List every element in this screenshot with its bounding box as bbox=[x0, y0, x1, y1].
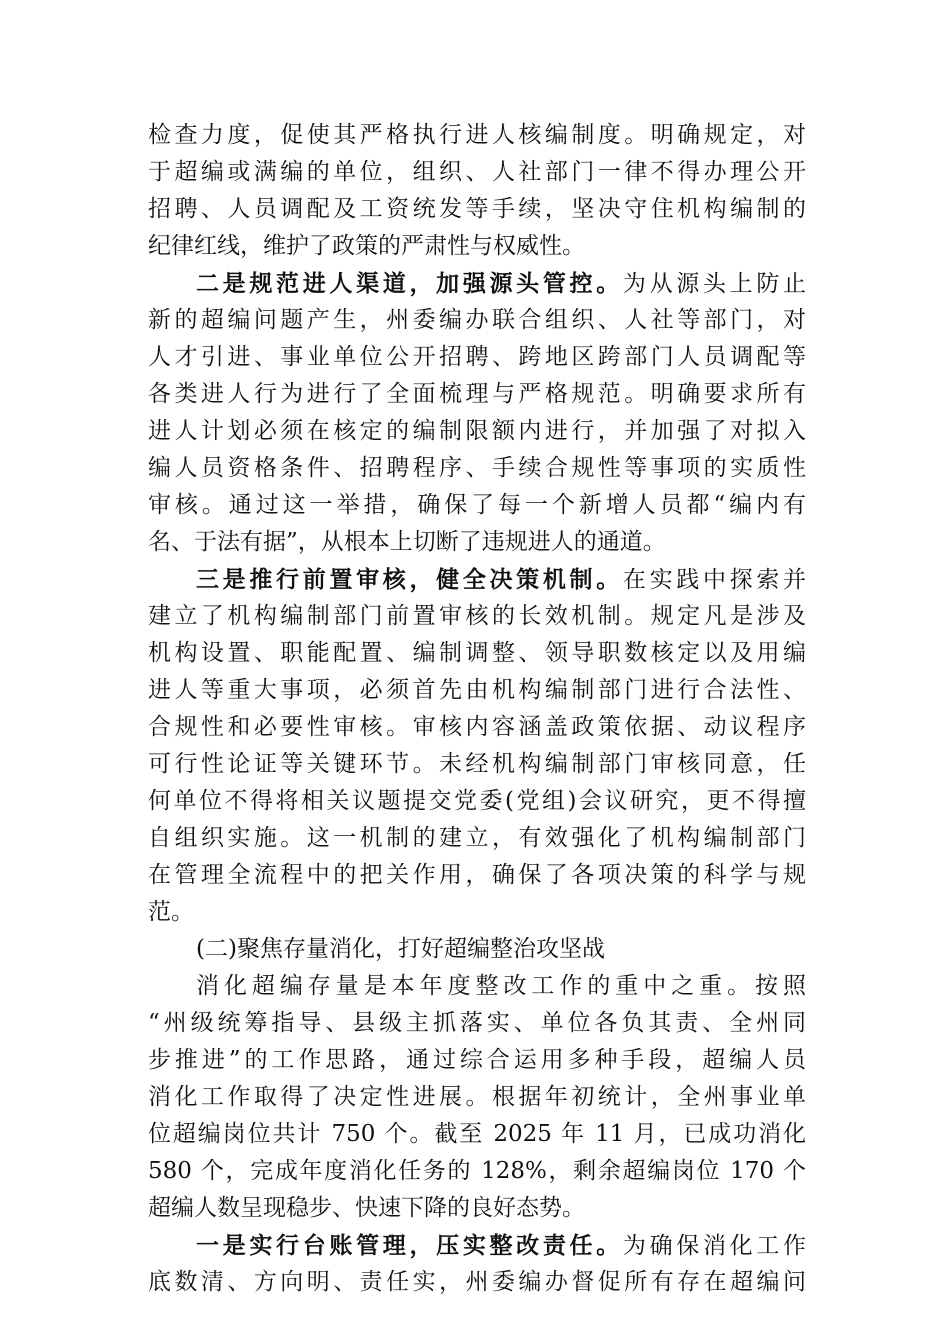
text-line bbox=[148, 561, 806, 598]
paragraph bbox=[148, 1227, 806, 1301]
text-run: 580 个，完成年度消化任务的 128%，剩余超编岗位 170 个 bbox=[148, 1158, 806, 1184]
text-line bbox=[148, 228, 806, 265]
text-line bbox=[148, 635, 806, 672]
text-run: “州级统筹指导、县级主抓落实、单位各负其责、全州同 bbox=[148, 1010, 806, 1036]
document-body bbox=[148, 117, 806, 1301]
text-line bbox=[148, 672, 806, 709]
text-run: 范。 bbox=[148, 899, 194, 925]
text-run: 步推进”的工作思路，通过综合运用多种手段，超编人员 bbox=[148, 1047, 806, 1073]
text-run: 纪律红线，维护了政策的严肃性与权威性。 bbox=[148, 233, 585, 259]
text-line bbox=[148, 450, 806, 487]
text-run: 检查力度，促使其严格执行进人核编制度。明确规定，对 bbox=[148, 122, 806, 148]
bold-lead-text: 二是规范进人渠道，加强源头管控。 bbox=[196, 270, 623, 297]
text-run: 为确保消化工作 bbox=[622, 1233, 807, 1259]
text-run: 建立了机构编制部门前置审核的长效机制。规定凡是涉及 bbox=[148, 603, 806, 629]
text-line bbox=[148, 709, 806, 746]
text-run: 机构设置、职能配置、编制调整、领导职数核定以及用编 bbox=[148, 640, 806, 666]
text-line bbox=[148, 1042, 806, 1079]
text-line bbox=[148, 413, 806, 450]
text-run: 名、于法有据”，从根本上切断了违规进人的通道。 bbox=[148, 529, 666, 555]
text-line bbox=[148, 894, 806, 931]
text-run: 人才引进、事业单位公开招聘、跨地区跨部门人员调配等 bbox=[148, 344, 806, 370]
text-line bbox=[148, 598, 806, 635]
text-line bbox=[148, 265, 806, 302]
text-run: 在管理全流程中的把关作用，确保了各项决策的科学与规 bbox=[148, 862, 806, 888]
paragraph bbox=[148, 968, 806, 1227]
text-line bbox=[148, 302, 806, 339]
text-run: 在实践中探索并 bbox=[622, 567, 807, 593]
text-run: 招聘、人员调配及工资统发等手续，坚决守住机构编制的 bbox=[148, 196, 806, 222]
paragraph bbox=[148, 265, 806, 561]
text-run: 消化超编存量是本年度整改工作的重中之重。按照 bbox=[196, 973, 806, 999]
text-run: 进人计划必须在核定的编制限额内进行，并加强了对拟入 bbox=[148, 418, 806, 444]
text-run: 编人员资格条件、招聘程序、手续合规性等事项的实质性 bbox=[148, 455, 806, 481]
text-line bbox=[148, 746, 806, 783]
text-run: 消化工作取得了决定性进展。根据年初统计，全州事业单 bbox=[148, 1084, 806, 1110]
text-run: 何单位不得将相关议题提交党委(党组)会议研究，更不得擅 bbox=[148, 788, 806, 814]
text-line bbox=[148, 1005, 806, 1042]
text-run: 于超编或满编的单位，组织、人社部门一律不得办理公开 bbox=[148, 159, 806, 185]
text-line bbox=[148, 1264, 806, 1301]
text-line bbox=[148, 524, 806, 561]
text-line bbox=[148, 820, 806, 857]
text-line bbox=[148, 1153, 806, 1190]
text-run: 新的超编问题产生，州委编办联合组织、人社等部门，对 bbox=[148, 307, 806, 333]
text-run: 位超编岗位共计 750 个。截至 2025 年 11 月，已成功消化 bbox=[148, 1121, 806, 1147]
text-run: 自组织实施。这一机制的建立，有效强化了机构编制部门 bbox=[148, 825, 806, 851]
text-line bbox=[148, 376, 806, 413]
text-run: 合规性和必要性审核。审核内容涵盖政策依据、动议程序 bbox=[148, 714, 806, 740]
text-line bbox=[148, 783, 806, 820]
bold-lead-text: 三是推行前置审核，健全决策机制。 bbox=[196, 566, 623, 593]
text-run: 底数清、方向明、责任实，州委编办督促所有存在超编问 bbox=[148, 1269, 806, 1295]
text-line bbox=[148, 857, 806, 894]
text-line bbox=[148, 154, 806, 191]
text-line bbox=[148, 968, 806, 1005]
text-run: 超编人数呈现稳步、快速下降的良好态势。 bbox=[148, 1195, 585, 1221]
text-line bbox=[148, 339, 806, 376]
text-run: 可行性论证等关键环节。未经机构编制部门审核同意，任 bbox=[148, 751, 806, 777]
paragraph bbox=[148, 561, 806, 931]
text-line bbox=[148, 1227, 806, 1264]
paragraph bbox=[148, 117, 806, 265]
text-line bbox=[148, 117, 806, 154]
bold-lead-text: 一是实行台账管理，压实整改责任。 bbox=[196, 1232, 623, 1259]
text-line bbox=[148, 191, 806, 228]
text-line bbox=[148, 1079, 806, 1116]
text-line bbox=[148, 1190, 806, 1227]
text-run: 各类进人行为进行了全面梳理与严格规范。明确要求所有 bbox=[148, 381, 806, 407]
text-line bbox=[148, 931, 806, 968]
text-line bbox=[148, 487, 806, 524]
text-run: (二)聚焦存量消化，打好超编整治攻坚战 bbox=[196, 936, 605, 962]
paragraph bbox=[148, 931, 806, 968]
text-run: 审核。通过这一举措，确保了每一个新增人员都“编内有 bbox=[148, 492, 806, 518]
text-run: 为从源头上防止 bbox=[622, 271, 807, 297]
text-run: 进人等重大事项，必须首先由机构编制部门进行合法性、 bbox=[148, 677, 806, 703]
text-line bbox=[148, 1116, 806, 1153]
